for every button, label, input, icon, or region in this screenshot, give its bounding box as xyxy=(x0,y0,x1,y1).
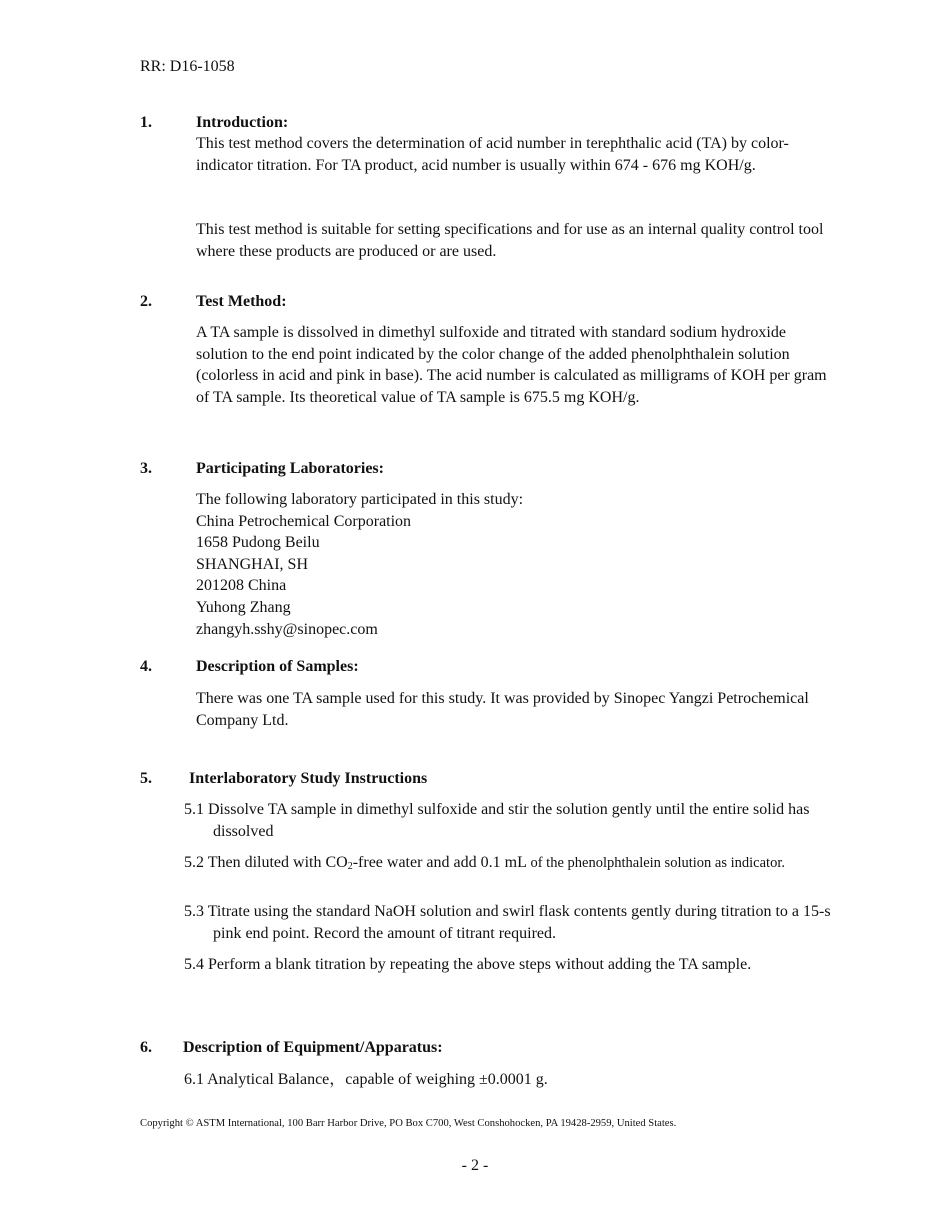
section-4-heading: Description of Samples: xyxy=(196,658,359,675)
laboratory-street: 1658 Pudong Beilu xyxy=(196,534,320,552)
section-4-paragraph: There was one TA sample used for this study. It was provided by Sinopec Yangzi Petrochemical Company Ltd. xyxy=(196,690,809,729)
instruction-5-2-part-2: -free water and add 0.1 mL xyxy=(352,854,527,871)
section-5-heading: Interlaboratory Study Instructions xyxy=(189,770,428,787)
laboratory-contact-name: Yuhong Zhang xyxy=(196,598,291,616)
instruction-5-3: 5.3 Titrate using the standard NaOH solution and swirl flask contents gently during titration to a 15-s pink end point. Record the amount of titrant required. xyxy=(184,903,831,942)
section-2-number: 2. xyxy=(140,293,152,310)
co2-subscript: 2 xyxy=(347,861,353,872)
laboratory-city: SHANGHAI, SH xyxy=(196,555,309,573)
laboratory-intro: The following laboratory participated in this study: xyxy=(196,491,524,508)
section-6-heading: Description of Equipment/Apparatus: xyxy=(183,1039,443,1056)
section-1-paragraph-1: This test method covers the determination of acid number in terephthalic acid (TA) by color-indicator titration. For TA product, acid number is usually within 674 - 676 mg KOH/g. xyxy=(196,135,789,174)
laboratory-postcode-country: 201208 China xyxy=(196,577,287,595)
instruction-5-2 xyxy=(184,852,853,878)
instruction-5-2-part-1: 5.2 Then diluted with CO xyxy=(184,854,348,871)
section-5-number: 5. xyxy=(140,770,152,787)
equipment-6-1: 6.1 Analytical Balance，capable of weighing ±0.0001 g. xyxy=(184,1071,548,1088)
section-2-heading: Test Method: xyxy=(196,293,287,310)
section-4-number: 4. xyxy=(140,658,152,675)
section-6-number: 6. xyxy=(140,1039,152,1056)
section-3-number: 3. xyxy=(140,460,152,477)
copyright-notice: Copyright © ASTM International, 100 Barr Harbor Drive, PO Box C700, West Conshohocken, PA 19428-2959, United States. xyxy=(140,1118,677,1129)
page-number: - 2 - xyxy=(461,1157,489,1174)
section-3-heading: Participating Laboratories: xyxy=(196,460,384,477)
section-1-number: 1. xyxy=(140,114,152,131)
instruction-5-1: 5.1 Dissolve TA sample in dimethyl sulfoxide and stir the solution gently until the entire solid has dissolved xyxy=(184,801,810,840)
section-2-paragraph: A TA sample is dissolved in dimethyl sulfoxide and titrated with standard sodium hydroxide solution to the end point indicated by the color change of the added phenolphthalein solution (colorless in acid and pink in base). The acid number is calculated as milligrams of KOH per gram of TA sample. Its theoretical value of TA sample is 675.5 mg KOH/g. xyxy=(196,324,827,406)
laboratory-contact-email: zhangyh.sshy@sinopec.com xyxy=(196,620,378,638)
section-1-heading: Introduction: xyxy=(196,114,289,131)
section-1-paragraph-2: This test method is suitable for setting specifications and for use as an internal quality control tool where these products are produced or are used. xyxy=(196,221,824,260)
laboratory-block xyxy=(196,489,523,640)
instruction-5-2-part-3: of the phenolphthalein solution as indicator. xyxy=(526,855,785,871)
document-id: RR: D16-1058 xyxy=(140,58,235,75)
laboratory-name: China Petrochemical Corporation xyxy=(196,512,412,530)
instruction-5-4: 5.4 Perform a blank titration by repeating the above steps without adding the TA sample. xyxy=(184,956,752,973)
